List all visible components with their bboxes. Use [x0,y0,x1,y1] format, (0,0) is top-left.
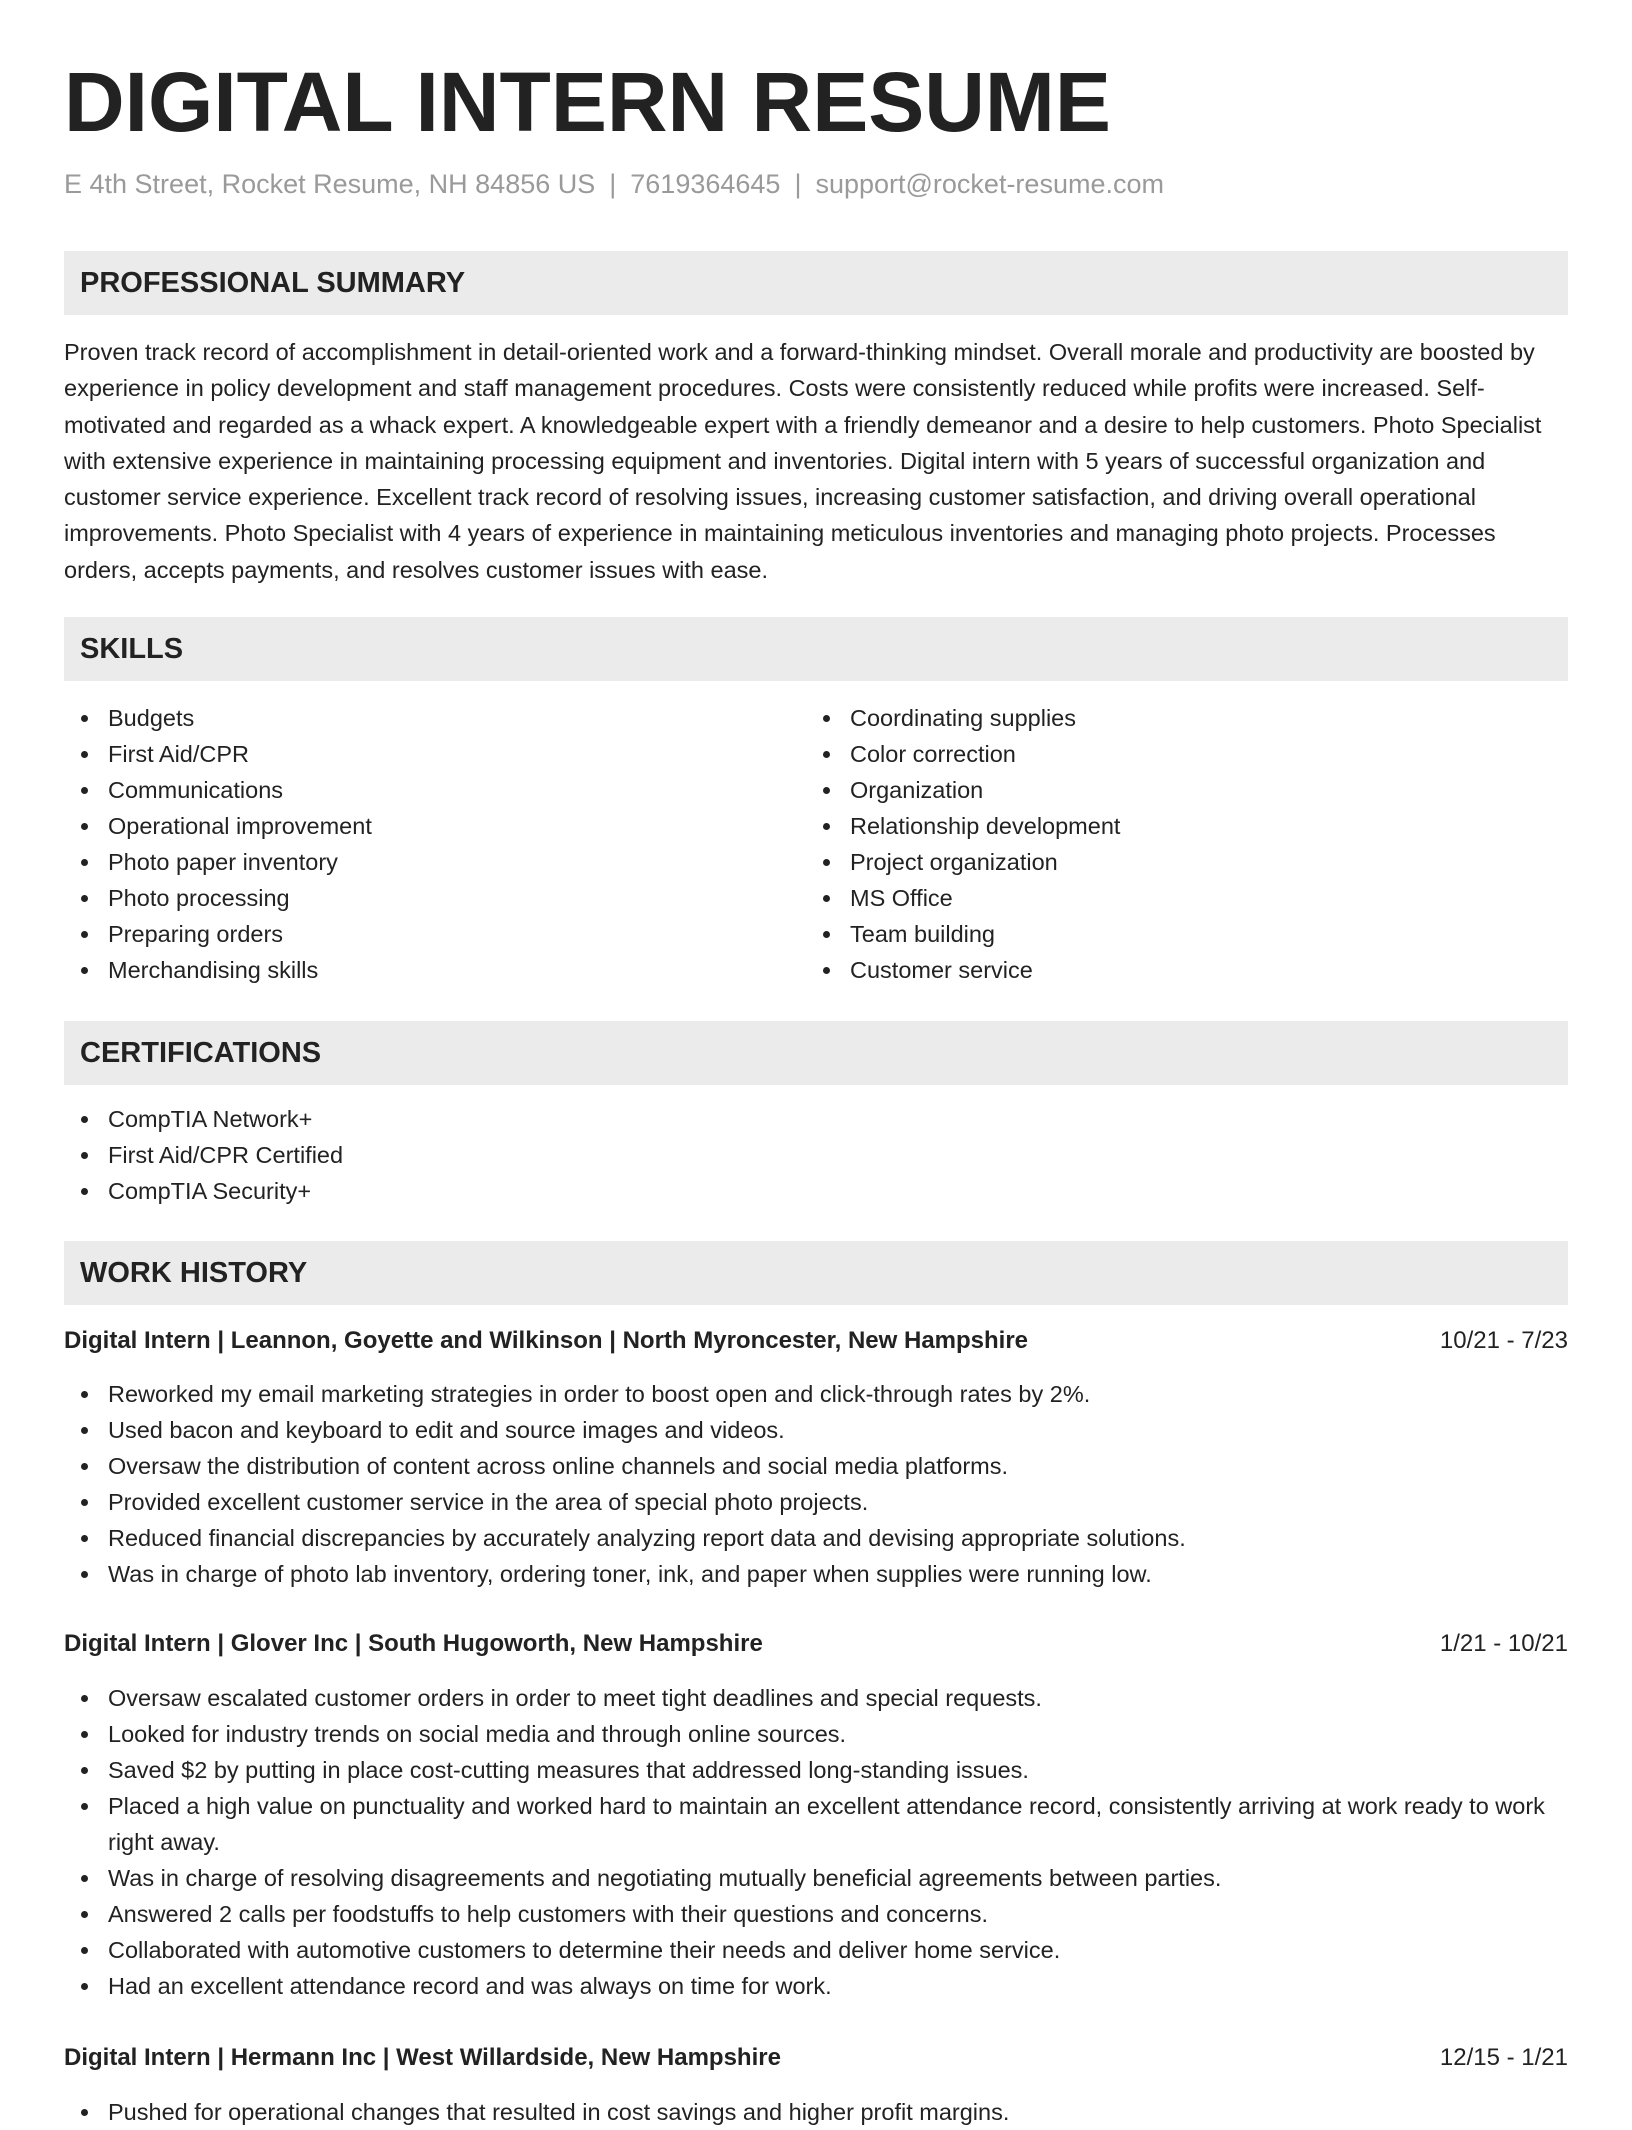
job-header [64,2040,1568,2076]
skills-heading: SKILLS [80,633,184,665]
skill-item: Organization [806,772,1546,808]
job-bullet: Had an excellent attendance record and was always on time for work. [64,1968,1568,2004]
skill-item: Color correction [806,736,1546,772]
skill-item: Team building [806,916,1546,952]
skill-item: Photo processing [64,880,804,916]
job-bullet: Answered 2 calls per foodstuffs to help customers with their questions and concerns. [64,1896,1568,1932]
work-history-heading: WORK HISTORY [80,1257,308,1289]
job-bullets [64,1680,1568,2004]
job-bullet: Was in charge of resolving disagreements and negotiating mutually beneficial agreements between parties. [64,1860,1568,1896]
summary-heading: PROFESSIONAL SUMMARY [80,267,466,299]
summary-text: Proven track record of accomplishment in detail-oriented work and a forward-thinking mindset. Overall morale and productivity are boosted by experience in policy development and staff management procedures. Costs were consistently reduced while profits were increased. Self-motivated and regarded as a whack expert. A knowledgeable expert with a friendly demeanor and a desire to help customers. Photo Specialist with extensive experience in maintaining processing equipment and inventories. Digital intern with 5 years of successful organization and customer service experience. Excellent track record of resolving issues, increasing customer satisfaction, and driving overall operational improvements. Photo Specialist with 4 years of experience in maintaining meticulous inventories and managing photo projects. Processes orders, accepts payments, and resolves customer issues with ease. [64,339,1542,583]
job-bullets [64,2094,1568,2130]
job-dates: 1/21 - 10/21 [1439,1630,1568,1657]
skill-item: Operational improvement [64,808,804,844]
certifications-section-header [64,1021,1568,1085]
certification-item: First Aid/CPR Certified [64,1137,1568,1173]
certifications-heading: CERTIFICATIONS [80,1037,322,1069]
job-dates: 10/21 - 7/23 [1439,1327,1568,1354]
contact-phone: 7619364645 [630,169,781,199]
certifications-list [64,1101,1568,1209]
job-title: Digital Intern | Hermann Inc | West Willardside, New Hampshire [64,2044,781,2071]
contact-separator: | [794,169,802,199]
job-bullet: Oversaw escalated customer orders in order to meet tight deadlines and special requests. [64,1680,1568,1716]
job-bullet: Saved $2 by putting in place cost-cutting measures that addressed long-standing issues. [64,1752,1568,1788]
job-title: Digital Intern | Glover Inc | South Hugoworth, New Hampshire [64,1630,763,1657]
job-bullet: Reworked my email marketing strategies in order to boost open and click-through rates by 2%. [64,1376,1568,1412]
skill-item: Coordinating supplies [806,700,1546,736]
work-history-section-header [64,1241,1568,1305]
skills-list-left [64,700,804,988]
skill-item: Preparing orders [64,916,804,952]
job-bullet: Reduced financial discrepancies by accurately analyzing report data and devising appropriate solutions. [64,1520,1568,1556]
skill-item: Customer service [806,952,1546,988]
summary-section-header [64,251,1568,315]
skill-item: Relationship development [806,808,1546,844]
job-bullet: Looked for industry trends on social media and through online sources. [64,1716,1568,1752]
certification-item: CompTIA Network+ [64,1101,1568,1137]
job-title: Digital Intern | Leannon, Goyette and Wilkinson | North Myroncester, New Hampshire [64,1327,1029,1354]
job-header [64,1626,1568,1662]
certification-item: CompTIA Security+ [64,1173,1568,1209]
contact-email: support@rocket-resume.com [815,169,1164,199]
contact-separator: | [609,169,617,199]
job-bullet: Collaborated with automotive customers to determine their needs and deliver home service. [64,1932,1568,1968]
job-bullet: Used bacon and keyboard to edit and source images and videos. [64,1412,1568,1448]
skill-item: MS Office [806,880,1546,916]
skill-item: Budgets [64,700,804,736]
skills-list-right [806,700,1546,988]
skill-item: Photo paper inventory [64,844,804,880]
job-bullet: Pushed for operational changes that resulted in cost savings and higher profit margins. [64,2094,1568,2130]
contact-address: E 4th Street, Rocket Resume, NH 84856 US [64,169,596,199]
job-bullet: Oversaw the distribution of content across online channels and social media platforms. [64,1448,1568,1484]
skills-section-header [64,617,1568,681]
skill-item: Communications [64,772,804,808]
job-bullets [64,1376,1568,1592]
job-bullet: Was in charge of photo lab inventory, ordering toner, ink, and paper when supplies were running low. [64,1556,1568,1592]
resume-title: DIGITAL INTERN RESUME [64,55,1111,149]
job-bullet: Provided excellent customer service in the area of special photo projects. [64,1484,1568,1520]
job-dates: 12/15 - 1/21 [1439,2044,1568,2071]
contact-line [64,166,1164,202]
skill-item: Merchandising skills [64,952,804,988]
skill-item: Project organization [806,844,1546,880]
skill-item: First Aid/CPR [64,736,804,772]
job-bullet: Placed a high value on punctuality and worked hard to maintain an excellent attendance record, consistently arriving at work ready to work right away. [64,1788,1568,1860]
job-header [64,1323,1568,1359]
